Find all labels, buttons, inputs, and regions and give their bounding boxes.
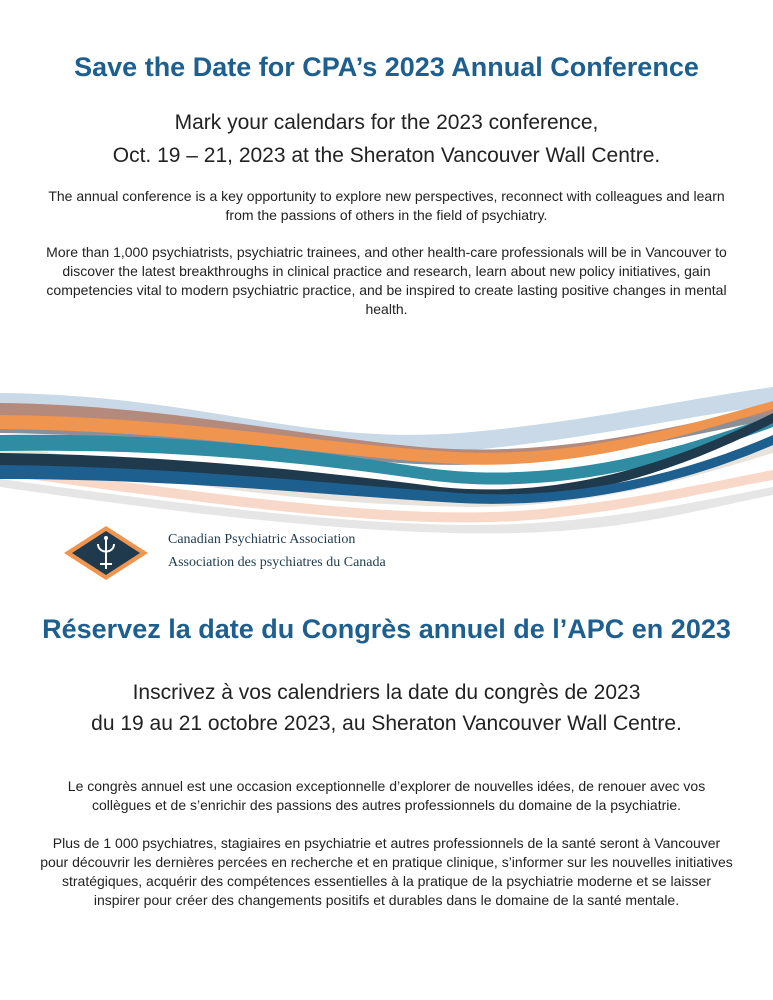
english-subtitle-line2: Oct. 19 – 21, 2023 at the Sheraton Vancouver Wall Centre. (112, 144, 661, 167)
org-name-english: Canadian Psychiatric Association (168, 532, 356, 547)
decorative-waves (0, 375, 773, 535)
english-paragraph2: More than 1,000 psychiatrists, psychiatric trainees, and other health-care professionals will be in Vancouver to discover the latest breakthroughs in clinical practice and research, learn about new policy initiatives, gain competencies vital to modern psychiatric practice, and be inspired to create lasting positive changes in mental health. (46, 244, 727, 317)
french-title: Réservez la date du Congrès annuel de l’APC en 2023 (42, 614, 731, 644)
french-paragraph2: Plus de 1 000 psychiatres, stagiaires en psychiatrie et autres professionnels de la santé seront à Vancouver pour découvrir les dernières percées en recherche et en pratique clinique, s’informer sur les nouvelles initiatives stratégiques, acquérir des compétences essentielles à la pratique de la psychiatrie moderne et se laisser inspirer pour créer des changements positifs et durables dans le domaine de la santé mentale. (40, 835, 733, 908)
french-paragraph1: Le congrès annuel est une occasion exceptionnelle d’explorer de nouvelles idées, de renouer avec vos collègues et de s’enrichir des passions des autres professionnels du domaine de la psychiatrie. (67, 778, 706, 813)
org-name-french: Association des psychiatres du Canada (168, 555, 386, 570)
english-paragraph1: The annual conference is a key opportunity to explore new perspectives, reconnect with colleagues and learn from the passions of others in the field of psychiatry. (48, 188, 725, 223)
french-subtitle-line2: du 19 au 21 octobre 2023, au Sheraton Vancouver Wall Centre. (91, 712, 682, 735)
french-subtitle-line1: Inscrivez à vos calendriers la date du congrès de 2023 (132, 681, 641, 704)
english-subtitle-line1: Mark your calendars for the 2023 conference, (174, 111, 599, 134)
english-title: Save the Date for CPA’s 2023 Annual Conference (74, 52, 699, 82)
cpa-logo-icon (62, 524, 150, 582)
